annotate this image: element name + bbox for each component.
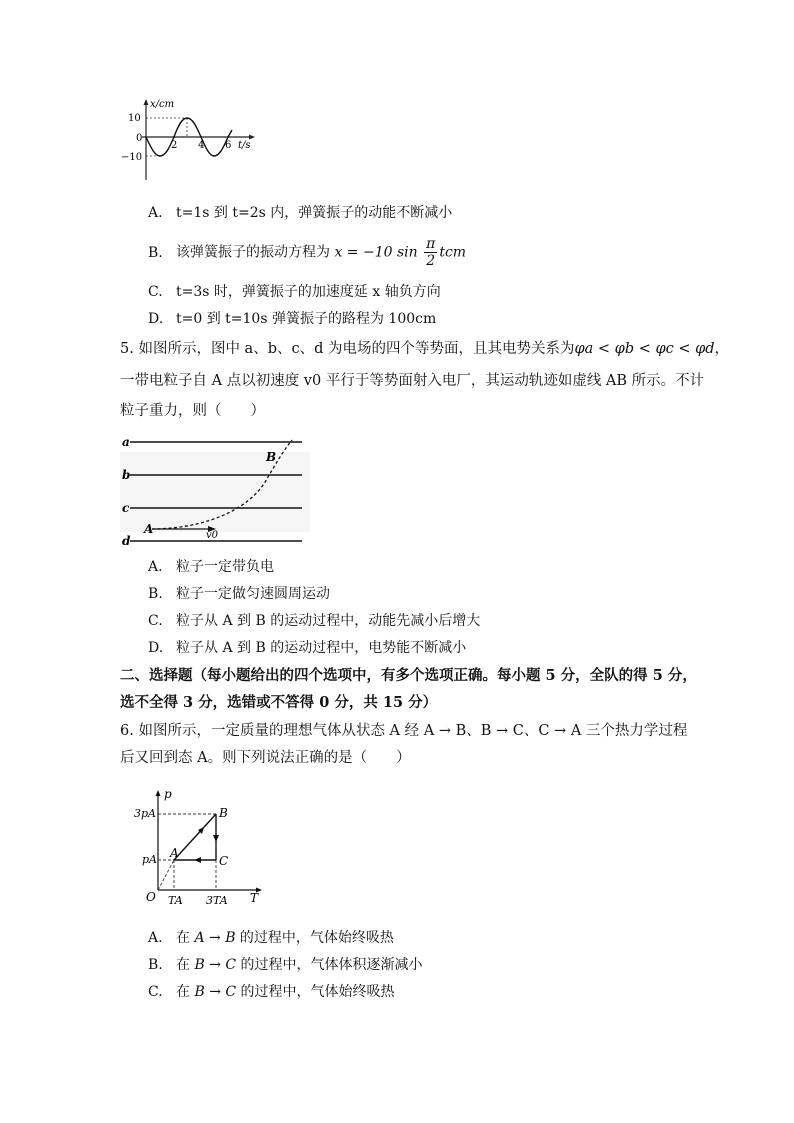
pi-over-2: $\frac{\pi}{2}$ [426, 236, 436, 269]
x-3ta-label: 3TA [206, 894, 228, 907]
point-a-label: A [144, 522, 154, 536]
plane-b: b [122, 468, 131, 482]
q5-line-1: 5. 如图所示，图中 a、b、c、d 为电场的四个等势面，且其电势关系为φa < φb < φc < φd， [120, 341, 730, 357]
point-b-label: B [219, 806, 228, 820]
x-axis-label: t/s [238, 140, 251, 151]
axis-t-label: T [250, 891, 259, 905]
q5-option-c[interactable]: C. 粒子从 A 到 B 的运动过程中，动能先减小后增大 [148, 613, 481, 629]
q5-option-a[interactable]: A. 粒子一定带负电 [148, 559, 274, 575]
y-pa-label: pA [142, 853, 157, 866]
q5-line-3: 粒子重力，则（ ） [120, 403, 265, 419]
origin-label: O [146, 890, 156, 904]
y-tick-0: 0 [136, 133, 143, 144]
equipotential-figure [120, 432, 310, 550]
oscillation-graph [118, 96, 258, 182]
x-tick-4: 4 [198, 140, 205, 151]
q5-option-b[interactable]: B. 粒子一定做匀速圆周运动 [148, 586, 330, 602]
q6-option-c[interactable]: C. 在 B → C 的过程中，气体始终吸热 [148, 984, 395, 1000]
y-tick-neg10: −10 [121, 152, 143, 163]
section-2-header-line-2: 选不全得 3 分，选错或不答得 0 分，共 15 分） [120, 694, 438, 711]
x-ta-label: TA [168, 894, 183, 907]
x-tick-2: 2 [171, 140, 178, 151]
q6-line-2: 后又回到态 A。则下列说法正确的是（ ） [120, 750, 411, 766]
point-a-label: A [170, 846, 179, 860]
point-b-label: B [266, 450, 277, 464]
q6-line-1: 6. 如图所示，一定质量的理想气体从状态 A 经 A → B、B → C、C → A 三个热力学过程 [120, 723, 688, 739]
q4-option-c[interactable]: C. t=3s 时，弹簧振子的加速度延 x 轴负方向 [148, 284, 441, 300]
plane-a: a [122, 435, 130, 449]
point-c-label: C [219, 854, 229, 868]
pt-diagram [130, 786, 270, 910]
q4-option-d[interactable]: D. t=0 到 t=10s 弹簧振子的路程为 100cm [148, 311, 437, 327]
q5-line-2: 一带电粒子自 A 点以初速度 v0 平行于等势面射入电厂，其运动轨迹如虚线 AB 所示。不计 [120, 373, 705, 389]
q4-option-b[interactable]: B. 该弹簧振子的振动方程为 x = −10 sin $\frac{\pi}{2}$ tcm [148, 236, 467, 269]
q4-option-a[interactable]: A. t=1s 到 t=2s 内，弹簧振子的动能不断减小 [148, 205, 453, 221]
section-2-header-line-1: 二、选择题（每小题给出的四个选项中，有多个选项正确。每小题 5 分，全队的得 5 分， [120, 667, 697, 684]
q5-option-d[interactable]: D. 粒子从 A 到 B 的运动过程中，电势能不断减小 [148, 640, 467, 656]
y-axis-label: x/cm [150, 99, 175, 110]
plane-c: c [122, 501, 130, 515]
y-3pa-label: 3pA [134, 807, 156, 820]
plane-d: d [122, 534, 131, 548]
q6-option-b[interactable]: B. 在 B → C 的过程中，气体体积逐渐减小 [148, 957, 423, 973]
velocity-label: v0 [206, 530, 219, 541]
q6-option-a[interactable]: A. 在 A → B 的过程中，气体始终吸热 [148, 930, 394, 946]
axis-p-label: p [164, 787, 172, 801]
y-tick-10: 10 [128, 113, 141, 124]
x-tick-6: 6 [225, 140, 232, 151]
